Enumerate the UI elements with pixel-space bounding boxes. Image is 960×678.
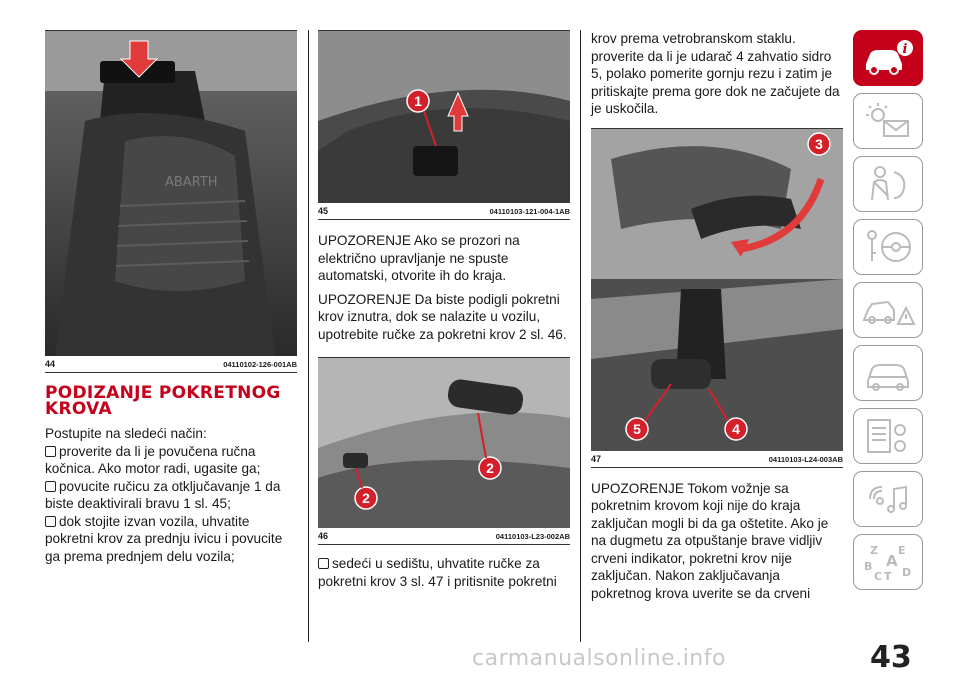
- warning-text: UPOZORENJE Da biste podigli pokretni krov iznutra, dok se nalazite u vozilu, upotrebite ručke za pokretni krov 2 sl. 46.: [318, 291, 567, 342]
- tab-technical-data[interactable]: [853, 408, 923, 464]
- figure-45: [318, 30, 570, 220]
- callout-4: [725, 418, 747, 440]
- list-item: [45, 443, 297, 478]
- figure-47-caption: [591, 451, 843, 468]
- svg-text:C: C: [874, 570, 883, 582]
- figure-number: 46: [318, 531, 329, 541]
- car-warning-triangle-icon: [860, 290, 916, 330]
- bullet-icon: [45, 446, 56, 457]
- figure-code: 04110103-L24-003AB: [768, 454, 843, 464]
- car-service-icon: [860, 353, 916, 393]
- figure-number: 44: [45, 359, 56, 369]
- callout-5: [626, 418, 648, 440]
- tab-car-info[interactable]: [853, 30, 923, 86]
- tab-lights-messages[interactable]: [853, 93, 923, 149]
- figure-47: [591, 128, 843, 468]
- alphabetical-index-icon: [860, 542, 916, 582]
- callout-2: [479, 457, 501, 479]
- list-item: [45, 478, 297, 513]
- figure-44-photo: [45, 31, 297, 356]
- multimedia-icon: [860, 479, 916, 519]
- callout-2: [355, 487, 377, 509]
- list-item-text: dok stojite izvan vozila, uhvatite pokretni krov za prednju ivicu i povucite ga prema prednjem delu vozila;: [45, 513, 283, 564]
- tab-starting-driving[interactable]: [853, 219, 923, 275]
- list-item: [45, 513, 297, 566]
- figure-code: 04110102-126-001AB: [223, 360, 297, 369]
- figure-44-caption: [45, 356, 297, 373]
- column-1: [45, 30, 297, 565]
- svg-text:4: 4: [732, 420, 740, 437]
- intro-text: Postupite na sledeći način:: [45, 426, 207, 441]
- figure-number: 45: [318, 206, 329, 216]
- car-info-icon: [860, 38, 916, 78]
- chapter-sidebar: [853, 30, 925, 597]
- svg-text:E: E: [898, 544, 906, 557]
- list-item-text: proverite da li je povučena ručna kočnica. Ako motor radi, ugasite ga;: [45, 443, 261, 476]
- figure-47-photo: [591, 129, 843, 451]
- figure-44: [45, 30, 297, 373]
- warning-text: UPOZORENJE Tokom vožnje sa pokretnim krovom koji nije do kraja zaključan mogli bi da ga oštetite. Ako je na dugmetu za otpuštanje brave vidljiv crveni indikator, pokretni krov nije zaključan. Nakon zaključavanja pokretnog krova uverite se da crveni: [591, 480, 829, 601]
- tab-safety[interactable]: [853, 156, 923, 212]
- bullet-icon: [318, 558, 329, 569]
- list-item: [318, 555, 570, 590]
- watermark: carmanualsonline.info: [472, 646, 726, 671]
- svg-text:i: i: [902, 42, 908, 57]
- figure-46: [318, 357, 570, 545]
- svg-text:Z: Z: [870, 544, 878, 557]
- svg-text:5: 5: [633, 420, 641, 437]
- svg-text:A: A: [886, 552, 898, 570]
- svg-text:B: B: [864, 560, 873, 573]
- tab-index[interactable]: [853, 534, 923, 590]
- seat-logo: ABARTH: [165, 175, 218, 190]
- list-item-text: sedeći u sedištu, uhvatite ručke za pokretni krov 3 sl. 47 i pritisnite pokretni: [318, 556, 557, 589]
- svg-text:2: 2: [486, 460, 494, 476]
- page-number: 43: [870, 640, 912, 675]
- key-steering-wheel-icon: [860, 227, 916, 267]
- continuation-text: krov prema vetrobranskom staklu. proverite da li je udarač 4 zahvatio sidro 5, polako pomerite gornju rezu i zatim je pritiskajte prema gore dok ne začujete da je uskočila.: [591, 31, 840, 116]
- callout-3: [808, 133, 830, 155]
- figure-46-caption: [318, 528, 570, 545]
- warning-text: UPOZORENJE Ako se prozori na električno upravljanje ne spuste automatski, otvorite ih do kraja.: [318, 233, 520, 283]
- tab-emergency[interactable]: [853, 282, 923, 338]
- svg-text:1: 1: [414, 93, 422, 109]
- figure-code: 04110103-121-004-1AB: [489, 207, 570, 216]
- column-3: [591, 30, 843, 602]
- svg-text:2: 2: [362, 490, 370, 506]
- figure-number: 47: [591, 453, 602, 464]
- column-2: [318, 30, 570, 590]
- svg-text:T: T: [884, 570, 892, 582]
- figure-code: 04110103-L23-002AB: [495, 532, 570, 541]
- document-gear-icon: [860, 416, 916, 456]
- svg-text:3: 3: [815, 135, 823, 152]
- warning-light-envelope-icon: [860, 101, 916, 141]
- column-divider: [580, 30, 581, 642]
- bullet-icon: [45, 481, 56, 492]
- section-title: PODIZANJE POKRETNOG KROVA: [45, 383, 281, 419]
- svg-text:D: D: [902, 566, 912, 579]
- column-divider: [308, 30, 309, 642]
- figure-45-caption: [318, 203, 570, 220]
- tab-multimedia[interactable]: [853, 471, 923, 527]
- list-item-text: povucite ručicu za otključavanje 1 da biste deaktivirali bravu 1 sl. 45;: [45, 478, 281, 511]
- bullet-icon: [45, 516, 56, 527]
- callout-1: [407, 90, 429, 112]
- figure-45-photo: [318, 31, 570, 203]
- figure-46-photo: [318, 358, 570, 528]
- seatbelt-airbag-icon: [860, 164, 916, 204]
- tab-servicing[interactable]: [853, 345, 923, 401]
